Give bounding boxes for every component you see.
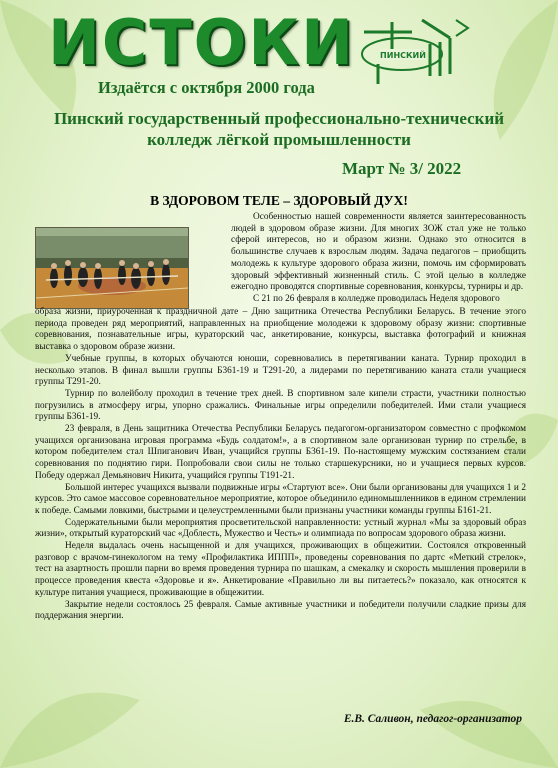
paragraph-dormitory: Неделя выдалась очень насыщенной и для учащихся, проживающих в общежитии. Состоялся откровенный разговор с врачом-гинекологом на тему «Профилактика ИППП», проведены соревнования по дартс «Меткий стрелок», тест на азартность прошли парни во время проведения турнира по шашкам, а смекалку и скорость мышления проверили в процессе проведения квеста «Здоровье и я». Анкетирование «Правильно ли вы питаетесь?» показало, как относятся к культуре питания учащиеся, проживающие в общежитии. (35, 541, 526, 598)
article-intro (231, 212, 526, 306)
college-name-line2: колледж лёгкой промышленности (147, 130, 411, 149)
college-name (0, 108, 558, 150)
paragraph-1-rest: образа жизни, приуроченная к праздничной дате – Дню защитника Отечества Республики Беларусь. В течение этого периода проведен ряд мероприятий, направленных на приобщение молодежи к здоровому образу жизни: спортивные соревнования, познавательные игры, кураторский час, анкетирование, конкурсы, выставка фотографий и книжная выставка о здоровом образе жизни. (35, 307, 526, 353)
issue-number: Март № 3/ 2022 (342, 159, 462, 178)
intro-paragraph: Особенностью нашей современности является заинтересованность людей в здоровом образе жизни. Для многих ЗОЖ стал уже не только сферой интересов, но и образом жизни. Однако это относится в большинстве случаев к взрослым людям. Задача педагогов – приобщить молодежь к культуре здорового образа жизни, помочь им сформировать здоровый эффективный жизненный стиль. С этой целью в колледже ежегодно проводятся спортивные соревнования, конкурсы, турниры и др. (231, 212, 526, 293)
svg-text:ПИНСКИЙ: ПИНСКИЙ (380, 51, 426, 60)
paragraph-educational: Содержательными были мероприятия просветительской направленности: устный журнал «Мы за здоровый образ жизни», открытый кураторский час «Доблесть, Мужество и Честь» и олимпиада по вопросам здорового образа жизни. (35, 517, 526, 540)
college-logo-icon (352, 14, 472, 86)
publication-since: Издаётся с октября 2000 года (98, 78, 315, 97)
paragraph-tug-of-war: Учебные группы, в которых обучаются юноши, соревновались в перетягивании каната. Турнир проходил в несколько этапов. В финал вышли группы Б361-19 и Т291-20, а лидерами по перетягиванию каната стали учащиеся группы Т291-20. (35, 353, 526, 388)
sports-photo (35, 227, 189, 309)
author-signature: Е.В. Саливон, педагог-организатор (343, 713, 522, 725)
paragraph-games: Большой интерес учащихся вызвали подвижные игры «Стартуют все». Они были организованы для учащихся 1 и 2 курсов. Это самое массовое соревновательное мероприятие, которое объединило единомышленников в едином стремлении к победе. Самыми ловкими, быстрыми и целеустремленными были признаны участники команды группы Б161-21. (35, 482, 526, 516)
paragraph-volleyball: Турнир по волейболу проходил в течение трех дней. В спортивном зале кипели страсти, участники полностью погрузились в атмосферу игры, упорно сражались. Финальные игры определили победителей. Ими стали учащиеся группы Б361-19. (35, 388, 526, 423)
paragraph-defender-day: 23 февраля, в День защитника Отечества Республики Беларусь педагогом-организатором совместно с профкомом учащихся организована игровая программа «Будь солдатом!», а в спортивном зале организован турнир по стрельбе, в котором победителем стал Шпиганович Иван, учащийся группы Б361-19. По-настоящему мужским состязанием стали соревнования по поднятию гири. Попробовали свои силы не только старшекурсники, но и учащиеся первых курсов. Победу одержал Демьянович Никита, учащийся группы Т191-21. (35, 424, 526, 481)
article-body (35, 307, 526, 623)
paragraph-closing: Закрытие недели состоялось 25 февраля. Самые активные участники и победители получили сладкие призы для поддержания энергии. (35, 599, 526, 622)
newspaper-title: ИСТОКИ (48, 6, 355, 79)
article-headline: В ЗДОРОВОМ ТЕЛЕ – ЗДОРОВЫЙ ДУХ! (150, 193, 408, 208)
paragraph-1-start: С 21 по 26 февраля в колледже проводилась Неделя здорового (253, 293, 500, 304)
college-name-line1: Пинский государственный профессионально-технический (53, 109, 505, 128)
